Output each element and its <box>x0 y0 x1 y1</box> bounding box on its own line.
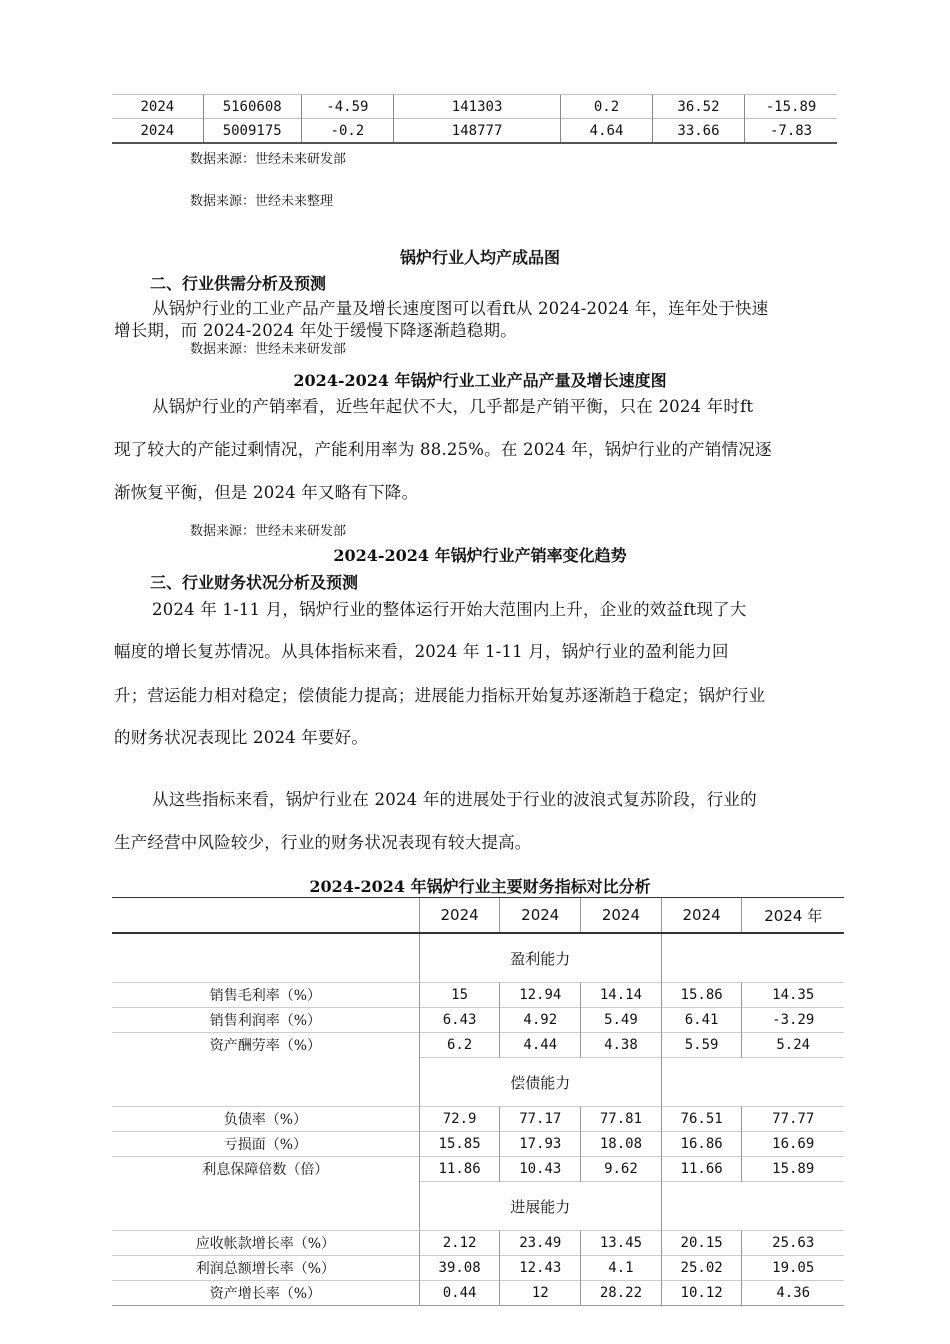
section-row <box>112 933 844 983</box>
table-cell: 5.49 <box>581 1008 662 1033</box>
table-cell: 2024 <box>112 95 203 119</box>
paragraph-line: 现了较大的产能过剩情况，产能利用率为 88.25%。在 2024 年，锅炉行业的产销情况逐 <box>114 440 772 459</box>
table-cell: 77.81 <box>581 1107 662 1132</box>
table-header-row <box>112 898 844 934</box>
column-header <box>112 898 419 934</box>
source-note: 数据来源：世经未来整理 <box>190 194 334 209</box>
section-label: 偿债能力 <box>419 1058 661 1107</box>
table-cell: 12.94 <box>500 983 581 1008</box>
table-title: 2024-2024 年锅炉行业主要财务指标对比分析 <box>309 877 651 896</box>
table-cell: 10.43 <box>500 1157 581 1182</box>
table-cell: 19.05 <box>742 1256 844 1281</box>
top-data-table <box>112 94 837 144</box>
figure-title: 2024-2024 年锅炉行业工业产品产量及增长速度图 <box>293 371 667 390</box>
table-cell: 14.14 <box>581 983 662 1008</box>
table-row <box>112 1107 844 1132</box>
table-cell: 11.86 <box>419 1157 500 1182</box>
row-label: 资产酬劳率（%） <box>112 1033 419 1058</box>
table-row <box>112 95 837 119</box>
table-cell: 25.02 <box>661 1256 742 1281</box>
paragraph-line: 的财务状况表现比 2024 年要好。 <box>114 728 369 747</box>
paragraph-line: 从锅炉行业的产销率看，近些年起伏不大，几乎都是产销平衡，只在 2024 年时ft <box>152 397 754 416</box>
table-cell: 33.66 <box>652 119 744 144</box>
table-cell: 15.85 <box>419 1132 500 1157</box>
table-cell: 39.08 <box>419 1256 500 1281</box>
table-cell: 2024 <box>112 119 203 144</box>
table-cell: 13.45 <box>581 1231 662 1256</box>
table-cell: 12 <box>500 1281 581 1306</box>
source-note: 数据来源：世经未来研发部 <box>190 152 347 167</box>
column-header: 2024 <box>500 898 581 934</box>
section-heading: 三、行业财务状况分析及预测 <box>150 573 359 592</box>
table-cell: 14.35 <box>742 983 844 1008</box>
financial-indicators-table <box>112 897 844 1306</box>
paragraph-line: 增长期，而 2024-2024 年处于缓慢下降逐渐趋稳期。 <box>114 321 517 340</box>
paragraph-line: 升；营运能力相对稳定；偿债能力提高；进展能力指标开始复苏逐渐趋于稳定；锅炉行业 <box>114 686 766 705</box>
table-row <box>112 119 837 144</box>
table-cell: 25.63 <box>742 1231 844 1256</box>
paragraph-line: 从锅炉行业的工业产品产量及增长速度图可以看ft从 2024-2024 年，连年处于快速 <box>152 299 769 318</box>
paragraph-line: 从这些指标来看，锅炉行业在 2024 年的进展处于行业的波浪式复苏阶段，行业的 <box>152 790 757 809</box>
table-cell: 5009175 <box>203 119 301 144</box>
table-cell: 77.77 <box>742 1107 844 1132</box>
table-cell: 5.59 <box>661 1033 742 1058</box>
table-cell: 9.62 <box>581 1157 662 1182</box>
section-label: 盈利能力 <box>419 933 661 983</box>
table-cell: -3.29 <box>742 1008 844 1033</box>
table-cell: 141303 <box>394 95 561 119</box>
table-row <box>112 1157 844 1182</box>
table-cell: 16.86 <box>661 1132 742 1157</box>
table-cell: 15.86 <box>661 983 742 1008</box>
table-cell: 2.12 <box>419 1231 500 1256</box>
table-row <box>112 983 844 1008</box>
table-cell: 77.17 <box>500 1107 581 1132</box>
row-label: 销售毛利率（%） <box>112 983 419 1008</box>
table-cell: -15.89 <box>745 95 837 119</box>
table-cell: 10.12 <box>661 1281 742 1306</box>
table-cell: 15.89 <box>742 1157 844 1182</box>
table-cell: 12.43 <box>500 1256 581 1281</box>
section-row <box>112 1058 844 1107</box>
column-header: 2024 <box>419 898 500 934</box>
row-label: 负债率（%） <box>112 1107 419 1132</box>
table-cell: 0.2 <box>561 95 653 119</box>
section-heading: 二、行业供需分析及预测 <box>150 274 327 293</box>
row-label: 应收帐款增长率（%） <box>112 1231 419 1256</box>
row-label: 利润总额增长率（%） <box>112 1256 419 1281</box>
table-cell: 0.44 <box>419 1281 500 1306</box>
table-cell: -4.59 <box>301 95 393 119</box>
figure-title: 2024-2024 年锅炉行业产销率变化趋势 <box>333 546 627 565</box>
table-cell: 11.66 <box>661 1157 742 1182</box>
table-cell: 4.1 <box>581 1256 662 1281</box>
table-cell: 18.08 <box>581 1132 662 1157</box>
paragraph-line: 生产经营中风险较少，行业的财务状况表现有较大提高。 <box>114 833 532 852</box>
table-cell: 76.51 <box>661 1107 742 1132</box>
table-cell: 20.15 <box>661 1231 742 1256</box>
table-cell: 6.43 <box>419 1008 500 1033</box>
table-row <box>112 1132 844 1157</box>
table-cell: -7.83 <box>745 119 837 144</box>
table-cell: 4.36 <box>742 1281 844 1306</box>
row-label: 亏损面（%） <box>112 1132 419 1157</box>
table-cell: 148777 <box>394 119 561 144</box>
table-cell: 16.69 <box>742 1132 844 1157</box>
row-label: 资产增长率（%） <box>112 1281 419 1306</box>
row-label: 利息保障倍数（倍） <box>112 1157 419 1182</box>
table-row <box>112 1256 844 1281</box>
source-note: 数据来源：世经未来研发部 <box>190 342 347 357</box>
table-cell <box>661 933 844 983</box>
section-label: 进展能力 <box>419 1182 661 1231</box>
table-cell: 36.52 <box>652 95 744 119</box>
table-cell: 5.24 <box>742 1033 844 1058</box>
paragraph-line: 幅度的增长复苏情况。从具体指标来看，2024 年 1-11 月，锅炉行业的盈利能力回 <box>114 642 729 661</box>
table-cell: 17.93 <box>500 1132 581 1157</box>
table-row <box>112 1033 844 1058</box>
table-cell <box>112 1182 419 1231</box>
table-row <box>112 1008 844 1033</box>
table-cell: 4.64 <box>561 119 653 144</box>
table-cell <box>112 1058 419 1107</box>
section-row <box>112 1182 844 1231</box>
row-label: 销售利润率（%） <box>112 1008 419 1033</box>
column-header: 2024 <box>661 898 742 934</box>
source-note: 数据来源：世经未来研发部 <box>190 524 347 539</box>
table-cell <box>661 1182 844 1231</box>
table-cell <box>112 933 419 983</box>
table-cell: 4.38 <box>581 1033 662 1058</box>
table-cell: 6.2 <box>419 1033 500 1058</box>
table-cell <box>661 1058 844 1107</box>
column-header: 2024 年 <box>742 898 844 934</box>
paragraph-line: 2024 年 1-11 月，锅炉行业的整体运行开始大范围内上升，企业的效益ft现了大 <box>152 600 747 619</box>
table-cell: 4.92 <box>500 1008 581 1033</box>
table-cell: 6.41 <box>661 1008 742 1033</box>
table-cell: 4.44 <box>500 1033 581 1058</box>
figure-title: 锅炉行业人均产成品图 <box>399 248 560 267</box>
table-cell: -0.2 <box>301 119 393 144</box>
table-row <box>112 1281 844 1306</box>
table-row <box>112 1231 844 1256</box>
column-header: 2024 <box>581 898 662 934</box>
table-cell: 5160608 <box>203 95 301 119</box>
table-cell: 23.49 <box>500 1231 581 1256</box>
table-cell: 28.22 <box>581 1281 662 1306</box>
paragraph-line: 渐恢复平衡，但是 2024 年又略有下降。 <box>114 483 419 502</box>
table-cell: 72.9 <box>419 1107 500 1132</box>
table-cell: 15 <box>419 983 500 1008</box>
